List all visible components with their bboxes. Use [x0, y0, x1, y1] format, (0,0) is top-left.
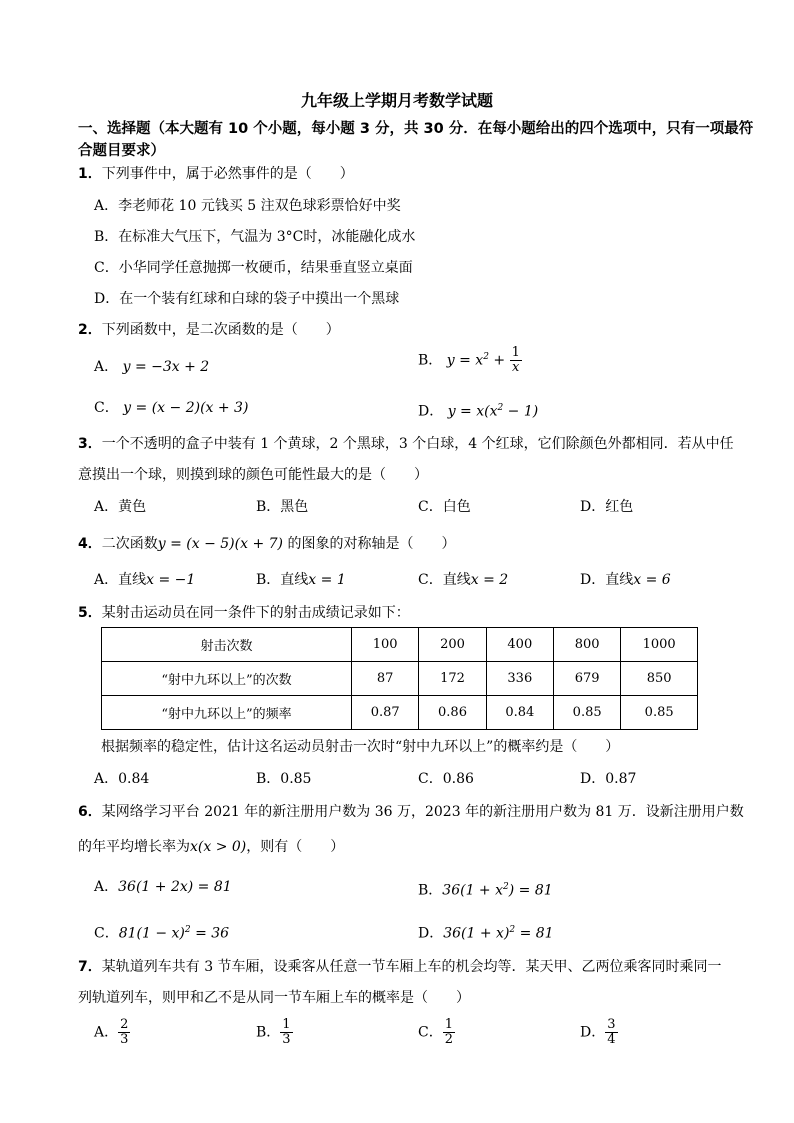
table-cell: 100	[352, 628, 419, 662]
table-header-cell: “射中九环以上”的频率	[102, 696, 352, 730]
q1-option-c: C．小华同学任意抛掷一枚硬币，结果垂直竖立桌面	[94, 260, 413, 276]
option-formula: y = (x − 2)(x + 3)	[123, 400, 249, 416]
option-formula: x = −1	[146, 572, 196, 588]
numerator: 1	[511, 345, 520, 360]
q7-option-d	[580, 1018, 618, 1047]
option-label: A．	[94, 359, 119, 375]
table-cell: 1000	[621, 628, 698, 662]
q3-option-d: D．红色	[580, 499, 634, 515]
numerator: 2	[120, 1017, 129, 1032]
table-header-cell: “射中九环以上”的次数	[102, 662, 352, 696]
q3-option-c: C．白色	[418, 499, 471, 515]
numerator: 1	[444, 1017, 453, 1032]
table-cell: 800	[553, 628, 620, 662]
option-formula: x = 1	[308, 572, 346, 588]
q7-option-a	[94, 1018, 130, 1047]
q6-option-d	[418, 920, 554, 944]
question-2	[78, 320, 340, 340]
option-formula: y = x(x	[447, 403, 498, 420]
option-formula: x = 2	[470, 572, 509, 588]
q5-option-b: B．0.85	[256, 771, 312, 787]
question-4	[78, 534, 455, 554]
question-number: 2．	[78, 322, 102, 338]
denominator: x	[512, 360, 520, 375]
option-label: D．	[580, 1024, 606, 1041]
denominator: 3	[120, 1032, 129, 1047]
denominator: 3	[282, 1032, 291, 1047]
option-formula: 36(1 + x	[442, 882, 504, 899]
question-stem-tail: 的图象的对称轴是（ ）	[283, 536, 456, 552]
q2-option-c	[94, 398, 248, 418]
table-cell: 0.86	[419, 696, 486, 730]
section-heading: 一、选择题（本大题有 10 个小题，每小题 3 分，共 30 分．在每小题给出的四个选项中，只有一项最符合题目要求）	[78, 121, 754, 159]
option-formula: y = −3x + 2	[122, 359, 210, 375]
question-number: 3．	[78, 436, 102, 452]
q6-option-a	[94, 877, 232, 897]
option-label: D．直线	[580, 572, 634, 588]
option-label: A．	[94, 879, 119, 895]
table-cell: 87	[352, 662, 419, 696]
q2-option-d	[418, 398, 538, 422]
q5-option-c: C．0.86	[418, 771, 474, 787]
option-label: C．	[94, 925, 119, 942]
question-stem: 的年平均增长率为	[78, 839, 190, 855]
question-7	[78, 957, 722, 977]
shooting-record-table	[101, 627, 698, 730]
question-3-line-2: 意摸出一个球，则摸到球的颜色可能性最大的是（ ）	[78, 467, 428, 483]
option-label: B．	[418, 882, 443, 899]
option-formula: 36(1 + x)	[443, 925, 510, 942]
question-stem-tail: ，则有（ ）	[246, 839, 345, 855]
function-formula: y = (x − 5)(x + 7)	[157, 536, 284, 552]
option-formula: 81(1 − x)	[118, 925, 185, 942]
table-row	[102, 662, 698, 696]
option-label: C．	[418, 1024, 443, 1041]
option-formula-tail: − 1)	[503, 403, 539, 420]
question-stem: 某射击运动员在同一条件下的射击成绩记录如下：	[101, 605, 410, 621]
q6-option-b	[418, 877, 553, 901]
table-cell: 0.87	[352, 696, 419, 730]
option-label: B．	[418, 352, 443, 369]
question-stem: 一个不透明的盒子中装有 1 个黄球，2 个黑球，3 个白球，4 个红球，它们除颜色外都相同．若从中任	[101, 436, 734, 452]
question-5	[78, 603, 410, 623]
table-cell: 0.84	[486, 696, 553, 730]
question-stem: 下列函数中，是二次函数的是（ ）	[101, 322, 340, 338]
q1-option-a: A．李老师花 10 元钱买 5 注双色球彩票恰好中奖	[94, 198, 401, 214]
question-stem: 下列事件中，属于必然事件的是（ ）	[101, 166, 354, 182]
exponent: 2	[509, 925, 516, 935]
question-number: 6．	[78, 804, 102, 820]
q6-option-c	[94, 920, 229, 944]
question-stem: 二次函数	[101, 536, 158, 552]
q4-option-a	[94, 570, 195, 590]
question-number: 5．	[78, 605, 102, 621]
fraction	[280, 1018, 292, 1047]
denominator: 4	[607, 1032, 616, 1047]
table-cell: 200	[419, 628, 486, 662]
variable-formula: x(x > 0)	[190, 839, 247, 855]
option-formula-tail: ) = 81	[508, 882, 553, 899]
q4-option-d	[580, 570, 671, 590]
option-formula-tail: = 36	[190, 925, 230, 942]
exponent: 2	[483, 351, 489, 362]
table-row	[102, 696, 698, 730]
fraction	[443, 1018, 455, 1047]
option-formula: 36(1 + 2x) = 81	[118, 879, 232, 895]
question-stem: 某轨道列车共有 3 节车厢，设乘客从任意一节车厢上车的机会均等．某天甲、乙两位乘客同时乘同一	[101, 959, 722, 975]
option-formula-tail: = 81	[515, 925, 554, 942]
page-title: 九年级上学期月考数学试题	[300, 91, 493, 110]
table-cell: 400	[486, 628, 553, 662]
fraction	[510, 346, 522, 375]
q2-option-b	[418, 346, 522, 375]
exponent: 2	[497, 403, 504, 413]
q1-option-d: D．在一个装有红球和白球的袋子中摸出一个黑球	[94, 291, 400, 307]
q1-option-b: B．在标准大气压下，气温为 3°C时，冰能融化成水	[94, 229, 416, 245]
q5-option-a: A．0.84	[94, 771, 150, 787]
q3-option-a: A．黄色	[94, 499, 147, 515]
question-stem: 某网络学习平台 2021 年的新注册用户数为 36 万，2023 年的新注册用户数为 81 万．设新注册用户数	[101, 804, 744, 820]
table-header-cell: 射击次数	[102, 628, 352, 662]
option-label: A．直线	[94, 572, 147, 588]
question-7-line-2: 列轨道列车，则甲和乙不是从同一节车厢上车的概率是（ ）	[78, 990, 470, 1006]
numerator: 1	[282, 1017, 291, 1032]
table-row	[102, 628, 698, 662]
q2-option-a	[94, 357, 209, 377]
fraction	[118, 1018, 130, 1047]
option-formula: x = 6	[633, 572, 671, 588]
question-6-line-2	[78, 837, 344, 857]
table-cell: 336	[486, 662, 553, 696]
option-formula: y = x	[446, 352, 484, 369]
option-label: B．	[256, 1024, 281, 1041]
table-cell: 850	[621, 662, 698, 696]
question-number: 7．	[78, 959, 102, 975]
question-number: 1．	[78, 166, 102, 182]
q3-option-b: B．黑色	[256, 499, 309, 515]
question-5-follow-up: 根据频率的稳定性，估计这名运动员射击一次时“射中九环以上”的概率约是（ ）	[101, 739, 620, 755]
numerator: 3	[607, 1017, 616, 1032]
exponent: 2	[184, 925, 191, 935]
exponent: 2	[503, 882, 509, 892]
question-number: 4．	[78, 536, 102, 552]
table-cell: 0.85	[553, 696, 620, 730]
q4-option-c	[418, 570, 508, 590]
q7-option-b	[256, 1018, 293, 1047]
table-cell: 172	[419, 662, 486, 696]
fraction	[605, 1018, 617, 1047]
denominator: 2	[444, 1032, 453, 1047]
question-6	[78, 802, 744, 822]
option-label: C．	[94, 400, 119, 416]
q5-option-d: D．0.87	[580, 771, 637, 787]
option-label: D．	[418, 403, 444, 420]
question-1	[78, 164, 354, 184]
q4-option-b	[256, 570, 346, 590]
table-cell: 679	[553, 662, 620, 696]
option-label: A．	[94, 1024, 119, 1041]
option-label: C．直线	[418, 572, 471, 588]
q7-option-c	[418, 1018, 455, 1047]
option-label: B．直线	[256, 572, 309, 588]
option-label: D．	[418, 925, 444, 942]
option-formula-plus: +	[488, 352, 510, 369]
question-3	[78, 434, 734, 454]
table-cell: 0.85	[621, 696, 698, 730]
